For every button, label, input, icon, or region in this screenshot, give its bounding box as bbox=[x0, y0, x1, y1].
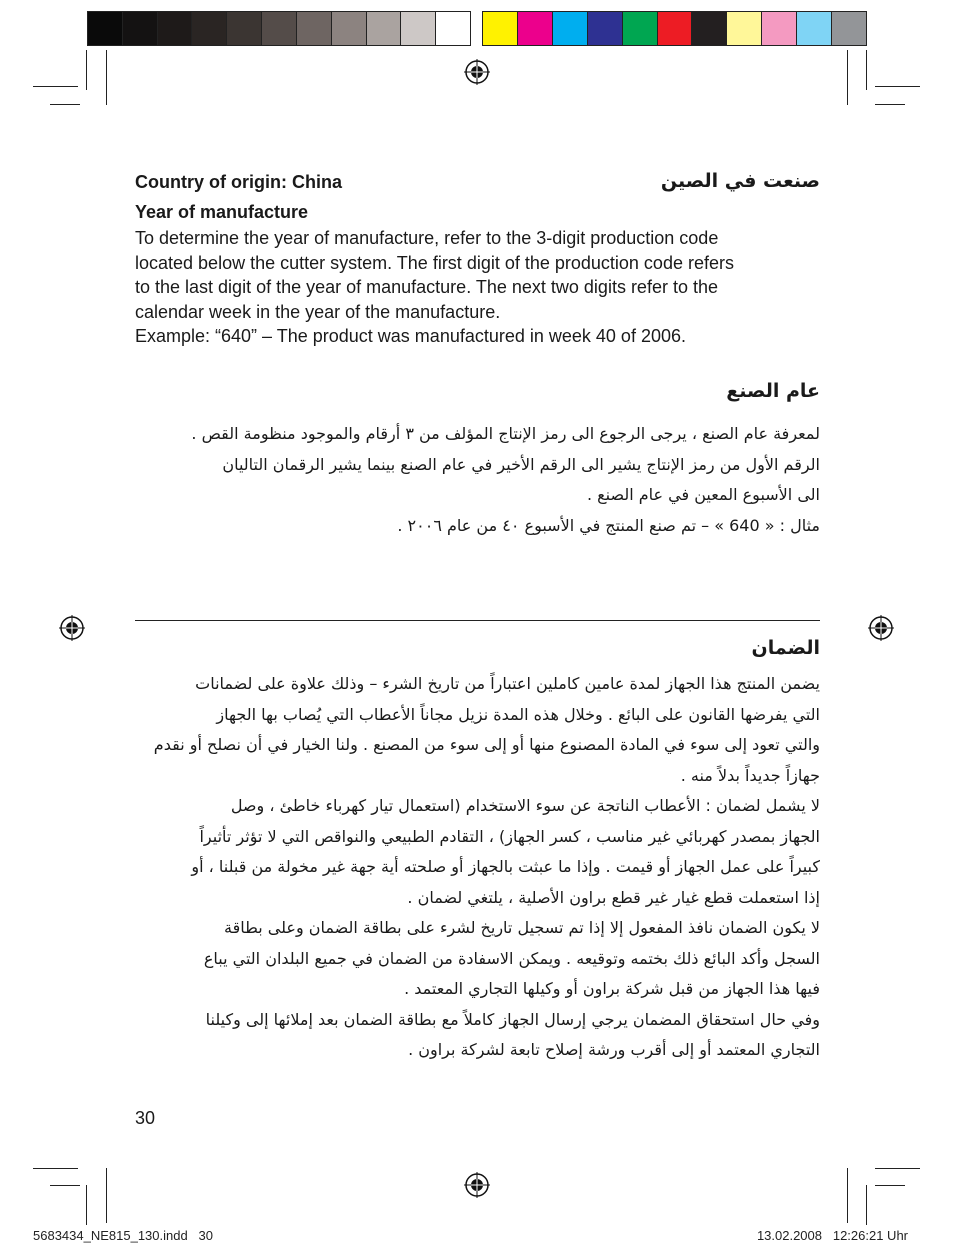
text-line: لا يشمل لضمان : الأعطاب الناتجة عن سوء الاستخدام (استعمال تيار كهرباء خاطئ ، وصل bbox=[230, 796, 820, 815]
color-swatch bbox=[797, 12, 832, 45]
text-line: كبيراً على عمل الجهاز أو قيمت . وإذا ما عبثت بالجهاز أو صلحته أية جهة غير مخولة من قبلنا ، أو bbox=[191, 857, 820, 876]
gray-swatch bbox=[401, 12, 436, 45]
process-color-bar bbox=[482, 11, 867, 46]
text-line: جهازاً جديداً بدلاً منه . bbox=[680, 765, 820, 785]
text-line: فيها هذا الجهاز من قبل شركة براون أو وكيلها التجاري المعتمد . bbox=[404, 979, 820, 998]
text-line: located below the cutter system. The first digit of the production code refers bbox=[135, 252, 734, 273]
crop-mark-bottom-left-h2 bbox=[50, 1185, 80, 1186]
gray-swatch bbox=[262, 12, 297, 45]
text-line: To determine the year of manufacture, refer to the 3-digit production code bbox=[135, 228, 719, 248]
text-line: مثال : « 640 » – تم صنع المنتج في الأسبوع ٤٠ من عام ٢٠٠٦ . bbox=[397, 515, 820, 535]
text-line: الجهاز بمصدر كهربائي غير مناسب ، كسر الجهاز) ، التقادم الطبيعي والنواقص التي لا تؤثر تأثيراً bbox=[199, 826, 820, 846]
text-line: الرقم الأول من رمز الإنتاج يشير الى الرقم الأخير في عام الصنع بينما يشير الرقمان التاليان bbox=[222, 454, 820, 474]
warranty-text-ar bbox=[130, 669, 820, 1066]
section-divider bbox=[135, 620, 820, 621]
footer-timestamp: 13.02.2008 12:26:21 Uhr bbox=[756, 1228, 908, 1243]
registration-mark-top-icon bbox=[464, 59, 490, 85]
year-of-manufacture-text-en bbox=[135, 226, 825, 349]
crop-mark-bottom-right-h bbox=[875, 1168, 920, 1169]
crop-mark-top-left-h2 bbox=[50, 104, 80, 105]
text-line: التي يفرضها القانون على البائع . وخلال هذه المدة نزيل مجاناً الأعطاب التي يُصاب بها الجهاز bbox=[216, 704, 820, 724]
gray-swatch bbox=[436, 12, 470, 45]
text-line: الى الأسبوع المعين في عام الصنع . bbox=[586, 485, 820, 504]
crop-mark-bottom-right-h2 bbox=[875, 1185, 905, 1186]
gray-swatch bbox=[158, 12, 193, 45]
text-line: calendar week in the year of the manufacture. bbox=[135, 301, 501, 322]
color-swatch bbox=[727, 12, 762, 45]
year-of-manufacture-heading: Year of manufacture bbox=[135, 202, 309, 222]
registration-mark-bottom-icon bbox=[464, 1172, 490, 1198]
gray-swatch bbox=[332, 12, 367, 45]
year-of-manufacture-text-ar bbox=[130, 419, 820, 541]
crop-mark-top-left-h bbox=[33, 86, 78, 87]
gray-swatch bbox=[192, 12, 227, 45]
grayscale-color-bar bbox=[87, 11, 471, 46]
crop-mark-top-right-v2 bbox=[866, 50, 867, 90]
text-line: وفي حال استحقاق المضمان يرجي إرسال الجهاز كاملاً مع بطاقة الضمان بعد إملائها إلى وكيلنا bbox=[205, 1009, 820, 1029]
gray-swatch bbox=[227, 12, 262, 45]
gray-swatch bbox=[367, 12, 402, 45]
color-swatch bbox=[762, 12, 797, 45]
crop-mark-bottom-left-v2 bbox=[86, 1185, 87, 1225]
text-line: التجاري المعتمد أو إلى أقرب ورشة إصلاح تابعة لشركة براون . bbox=[408, 1040, 820, 1059]
crop-mark-bottom-right-v bbox=[847, 1168, 848, 1223]
registration-mark-right-icon bbox=[868, 615, 894, 641]
country-of-origin-ar: صنعت في الصين bbox=[660, 170, 820, 192]
crop-mark-bottom-right-v2 bbox=[866, 1185, 867, 1225]
text-line: السجل وأكد البائع ذلك بختمه وتوقيعه . ويمكن الاسفادة من الضمان في جميع البلدان التي يباع bbox=[203, 948, 820, 968]
text-line: لمعرفة عام الصنع ، يرجى الرجوع الى رمز الإنتاج المؤلف من ٣ أرقام والموجود منظومة القص . bbox=[191, 424, 820, 443]
color-swatch bbox=[553, 12, 588, 45]
registration-mark-left-icon bbox=[59, 615, 85, 641]
color-swatch bbox=[692, 12, 727, 45]
color-swatch bbox=[483, 12, 518, 45]
crop-mark-top-left-v bbox=[106, 50, 107, 105]
crop-mark-bottom-left-v bbox=[106, 1168, 107, 1223]
crop-mark-top-right-v bbox=[847, 50, 848, 105]
gray-swatch bbox=[88, 12, 123, 45]
country-of-origin-en: Country of origin: China bbox=[135, 172, 342, 192]
year-of-manufacture-heading-ar: عام الصنع bbox=[726, 380, 820, 402]
text-line: to the last digit of the year of manufacture. The next two digits refer to the bbox=[135, 277, 718, 297]
text-line: والتي تعود إلى سوء في المادة المصنوع منها أو إلى سوء من المصنع . ولنا الخيار في أن نصلح أو نقدم bbox=[153, 735, 820, 754]
text-line: Example: “640” – The product was manufactured in week 40 of 2006. bbox=[135, 326, 686, 346]
crop-mark-bottom-left-h bbox=[33, 1168, 78, 1169]
page-number: 30 bbox=[135, 1108, 156, 1128]
text-line: إذا استعملت قطع غيار غير قطع براون الأصلية ، يلتغي لضمان . bbox=[407, 887, 820, 907]
text-line: يضمن المنتج هذا الجهاز لمدة عامين كاملين اعتباراً من تاريخ الشرء – وذلك علاوة على لضمانات bbox=[195, 674, 820, 693]
crop-mark-top-right-h bbox=[875, 86, 920, 87]
gray-swatch bbox=[123, 12, 158, 45]
color-swatch bbox=[832, 12, 866, 45]
color-swatch bbox=[658, 12, 693, 45]
color-swatch bbox=[588, 12, 623, 45]
color-swatch bbox=[623, 12, 658, 45]
gray-swatch bbox=[297, 12, 332, 45]
color-swatch bbox=[518, 12, 553, 45]
footer-file-name: 5683434_NE815_130.indd 30 bbox=[33, 1228, 213, 1243]
crop-mark-top-right-h2 bbox=[875, 104, 905, 105]
text-line: لا يكون الضمان نافذ المفعول إلا إذا تم تسجيل تاريخ لشرء على بطاقة الضمان وعلى بطاقة bbox=[224, 918, 820, 937]
crop-mark-top-left-v2 bbox=[86, 50, 87, 90]
warranty-heading-ar: الضمان bbox=[751, 637, 820, 659]
